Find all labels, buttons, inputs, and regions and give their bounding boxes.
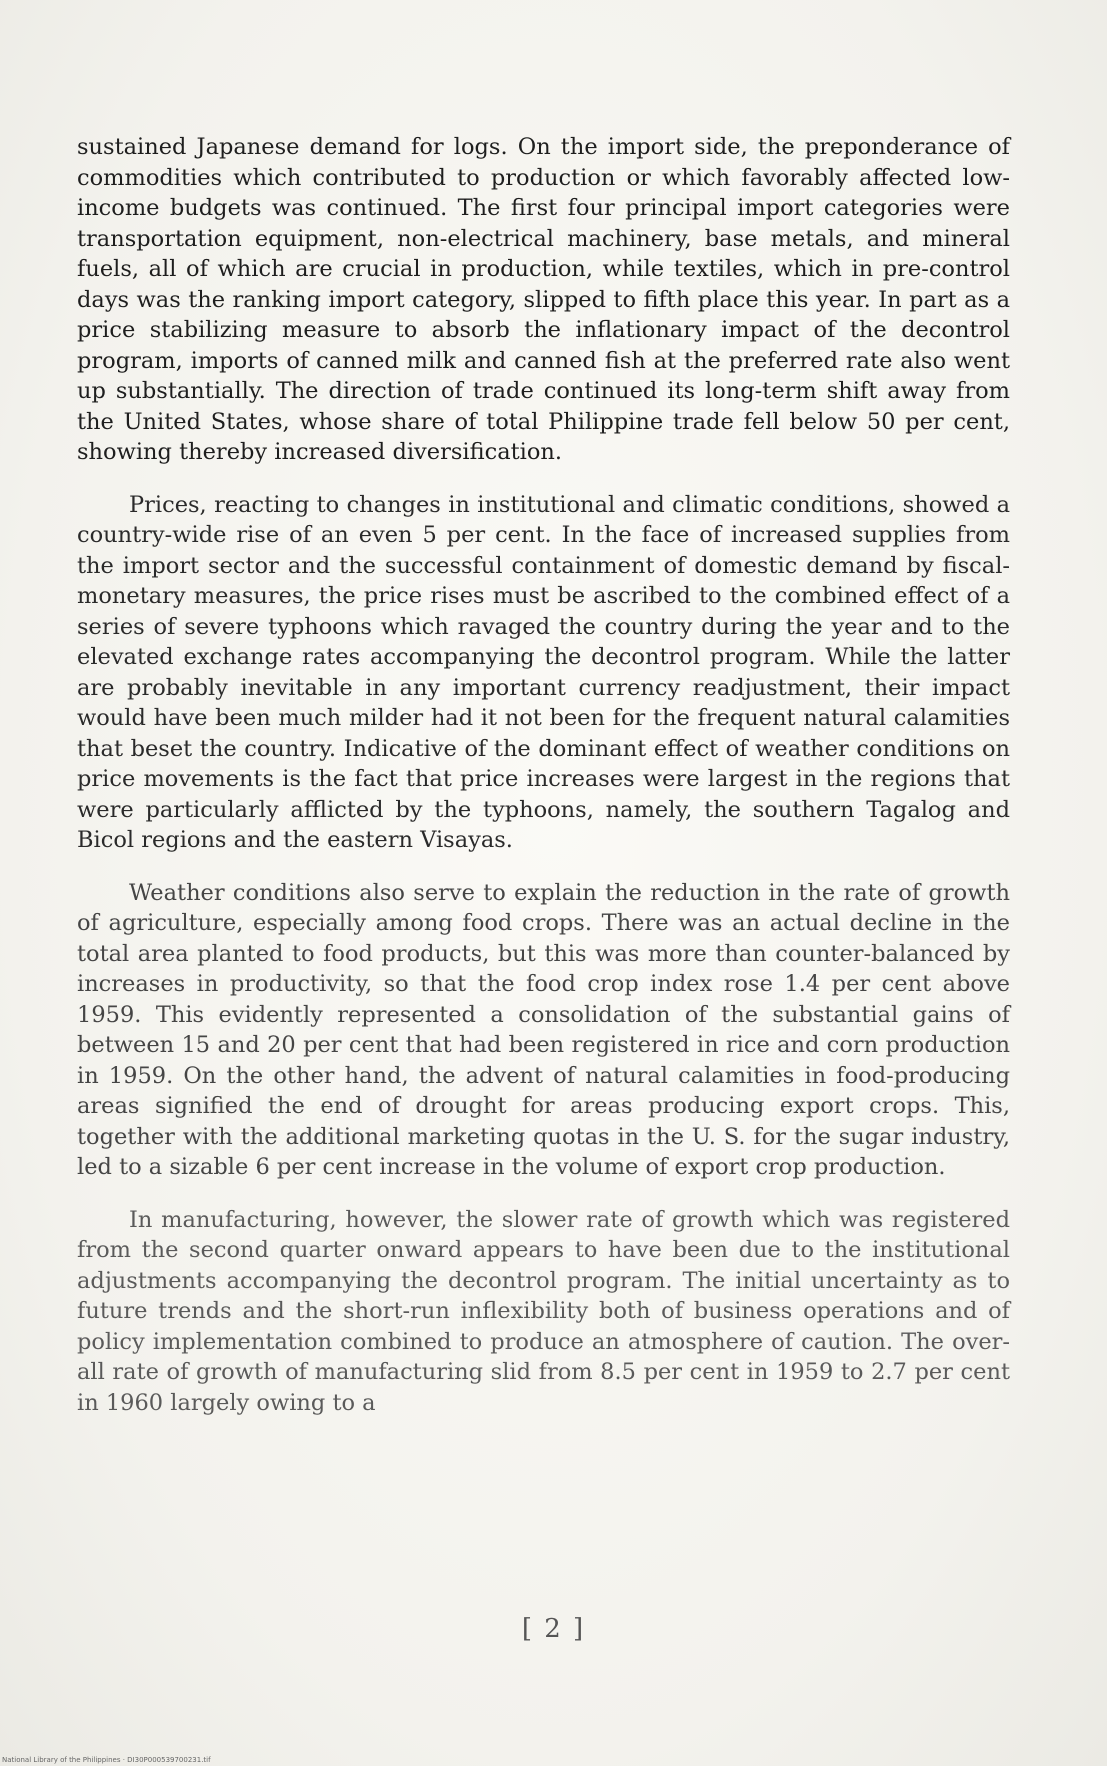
scan-credit: National Library of the Philippines · DI30P000539700231.tif <box>2 1756 211 1764</box>
paragraph-manufacturing: In manufacturing, however, the slower rate of growth which was registered from the second quarter onward appears to have been due to the institutional adjustments accompanying the decontrol program. The initial uncertainty as to future trends and the short-run inflexibility both of business operations and of policy implementation combined to produce an atmosphere of caution. The over-all rate of growth of manufacturing slid from 8.5 per cent in 1959 to 2.7 per cent in 1960 largely owing to a <box>77 1206 1010 1416</box>
page-number: [ 2 ] <box>521 1614 586 1644</box>
body-text <box>77 132 1010 1418</box>
paragraph-trade: sustained Japanese demand for logs. On the import side, the preponderance of commodities which contributed to production or which favorably affected low-income budgets was continued. The first four principal import categories were transportation equipment, non-electrical machinery, base metals, and mineral fuels, all of which are crucial in production, while textiles, which in pre-control days was the ranking import category, slipped to fifth place this year. In part as a price stabilizing measure to absorb the inflationary impact of the decontrol program, imports of canned milk and canned fish at the preferred rate also went up substantially. The direction of trade continued its long-term shift away from the United States, whose share of total Philippine trade fell below 50 per cent, showing thereby increased diversification. <box>77 134 1010 465</box>
paragraph-prices: Prices, reacting to changes in institutional and climatic conditions, showed a country-wide rise of an even 5 per cent. In the face of increased supplies from the import sector and the successful containment of domestic demand by fiscal-monetary measures, the price rises must be ascribed to the combined effect of a series of severe typhoons which ravaged the country during the year and to the elevated exchange rates accompanying the decontrol program. While the latter are probably inevitable in any important currency readjustment, their impact would have been much milder had it not been for the frequent natural calamities that beset the country. Indicative of the dominant effect of weather conditions on price movements is the fact that price increases were largest in the regions that were particularly afflicted by the typhoons, namely, the southern Tagalog and Bicol regions and the eastern Visayas. <box>77 491 1010 853</box>
paragraph-agriculture: Weather conditions also serve to explain the reduction in the rate of growth of agriculture, especially among food crops. There was an actual decline in the total area planted to food products, but this was more than counter-balanced by increases in productivity, so that the food crop index rose 1.4 per cent above 1959. This evidently represented a consolidation of the substantial gains of between 15 and 20 per cent that had been registered in rice and corn production in 1959. On the other hand, the advent of natural calamities in food-producing areas signified the end of drought for areas producing export crops. This, together with the additional marketing quotas in the U. S. for the sugar industry, led to a sizable 6 per cent increase in the volume of export crop production. <box>77 879 1010 1180</box>
